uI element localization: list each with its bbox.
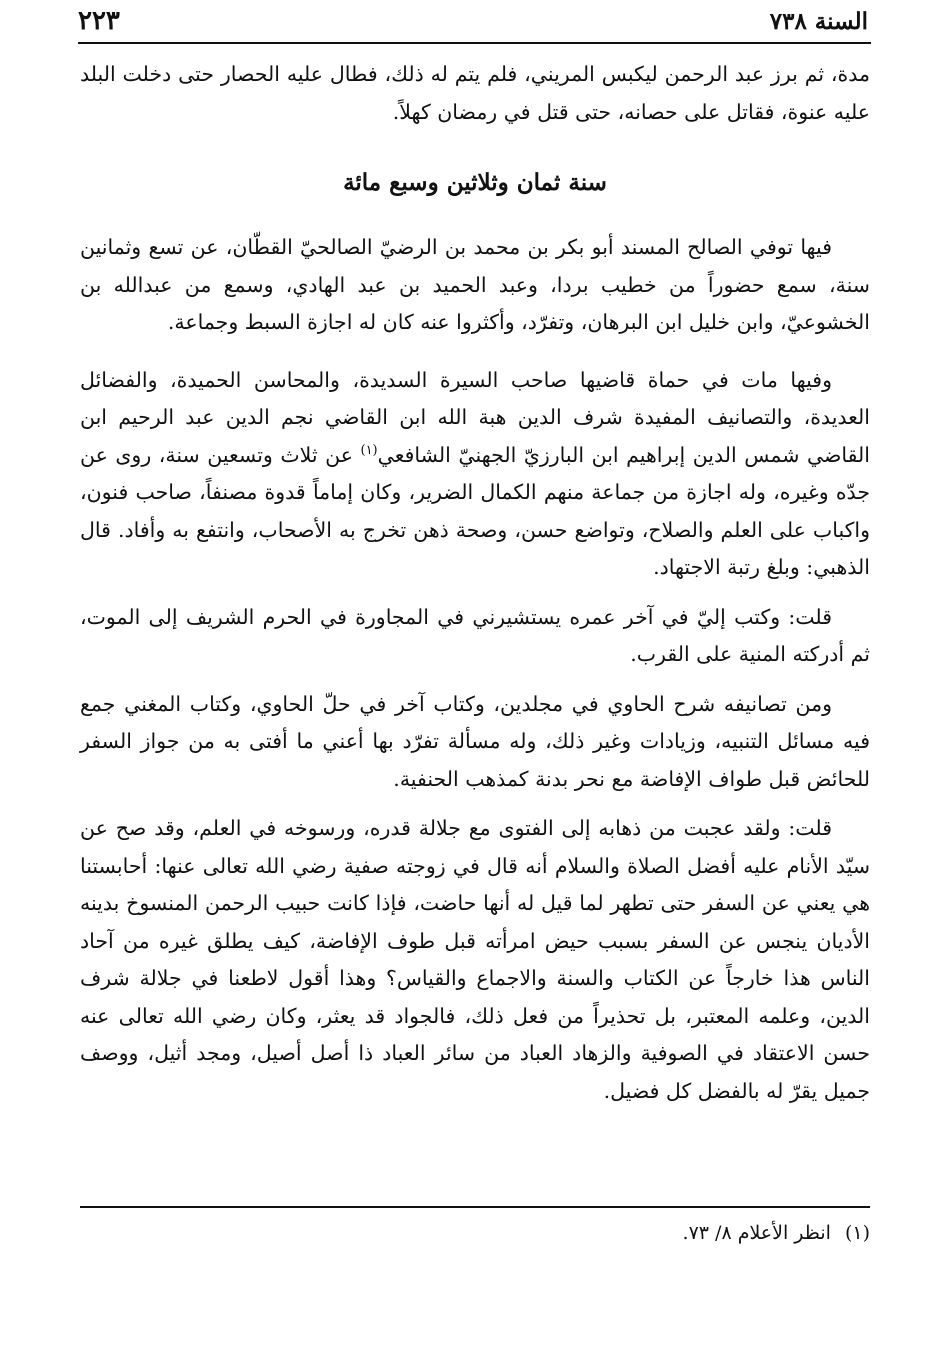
page-header xyxy=(78,4,868,44)
footnote-divider xyxy=(80,1206,870,1208)
running-title-year: السنة ٧٣٨ xyxy=(769,8,868,35)
header-divider xyxy=(78,42,871,44)
page-number: ٢٢٣ xyxy=(78,6,120,36)
paragraph-qultu-1: قلت: وكتب إليّ في آخر عمره يستشيرني في المجاورة في الحرم الشريف إلى الموت، ثم أدركته المنية على القرب. xyxy=(80,604,870,666)
paragraph-sharaf-al-din-part1: وفيها مات في حماة قاضيها صاحب السيرة السديدة، والمحاسن الحميدة، والفضائل العديدة، والتصانيف المفيدة شرف الدين هبة الله ابن القاضي نجم الدين عبد الرحيم ابن القاضي شمس الدين إبراهيم ابن البارزيّ الجهنيّ الشافعي xyxy=(80,367,870,467)
footnote-text: انظر الأعلام ٨/ ٧٣. xyxy=(682,1222,831,1244)
paragraph-sharaf-al-din-part2: عن ثلاث وتسعين سنة، روى عن جدّه وغيره، وله اجازة من جماعة منهم الكمال الضرير، وكان إماماً قدوة مصنفاً، صاحب فنون، واكباب على العلم والصلاح، وتواضع حسن، وصحة ذهن تخرج به الأصحاب، وانتفع به وأفاد. قال الذهبي: وبلغ رتبة الاجتهاد. xyxy=(80,442,870,579)
paragraph-abu-bakr: فيها توفي الصالح المسند أبو بكر بن محمد بن الرضيّ الصالحيّ القطّان، عن تسع وثمانين سنة، سمع حضوراً من خطيب بردا، وعبد الحميد بن عبد الهادي، وسمع من عبدالله بن الخشوعيّ، وابن خليل ابن البرهان، وتفرّد، وأكثروا عنه كان له اجازة السبط وجماعة. xyxy=(80,235,870,334)
section-heading: سنة ثمان وثلاثين وسبع مائة xyxy=(343,169,607,196)
footnote-label: (١) xyxy=(844,1222,870,1244)
main-text xyxy=(80,50,870,1110)
footnote xyxy=(80,1218,870,1248)
paragraph-sharaf-al-din xyxy=(80,362,870,587)
paragraph-works: ومن تصانيفه شرح الحاوي في مجلدين، وكتاب آخر في حلّ الحاوي، وكتاب المغني جمع فيه مسائل التنبيه، وزيادات وغير ذلك، وله مسألة تفرّد بها أعني ما أفتى به من جواز السفر للحائض قبل طواف الإفاضة مع نحر بدنة كمذهب الحنفية. xyxy=(80,691,870,791)
footnote-reference[interactable]: (١) xyxy=(360,442,378,458)
paragraph-qultu-2: قلت: ولقد عجبت من ذهابه إلى الفتوى مع جلالة قدره، ورسوخه في العلم، وقد صح عن سيّد الأنام عليه أفضل الصلاة والسلام أنه قال في زوجته صفية رضي الله تعالى عنها: أحابستنا هي يعني عن السفر حتى تطهر لما قيل له أنها حاضت، فإذا كانت حبيب الرحمن المنسوخ بدينه الأديان ينجس عن السفر بسبب حيض امرأته قبل طوف الإفاضة، كيف يطلق غيره من آحاد الناس هذا خارجاً عن الكتاب والسنة والاجماع والقياس؟ وهذا أقول لاطعنا في جلالة شرف الدين، وعلمه المعتبر، بل تحذيراً من فعل ذلك، فالجواد قد يعثر، وكان رضي الله تعالى عنه حسن الاعتقاد في الصوفية والزهاد العباد من سائر العباد ذا أصل أصيل، ومجد أثيل، ووصف جميل يقرّ له بالفضل كل فضيل. xyxy=(80,816,870,1103)
paragraph-continuation: مدة، ثم برز عبد الرحمن ليكبس المريني، فلم يتم له ذلك، فطال عليه الحصار حتى دخلت البلد عليه عنوة، فقاتل على حصانه، حتى قتل في رمضان كهلاً. xyxy=(80,62,870,124)
